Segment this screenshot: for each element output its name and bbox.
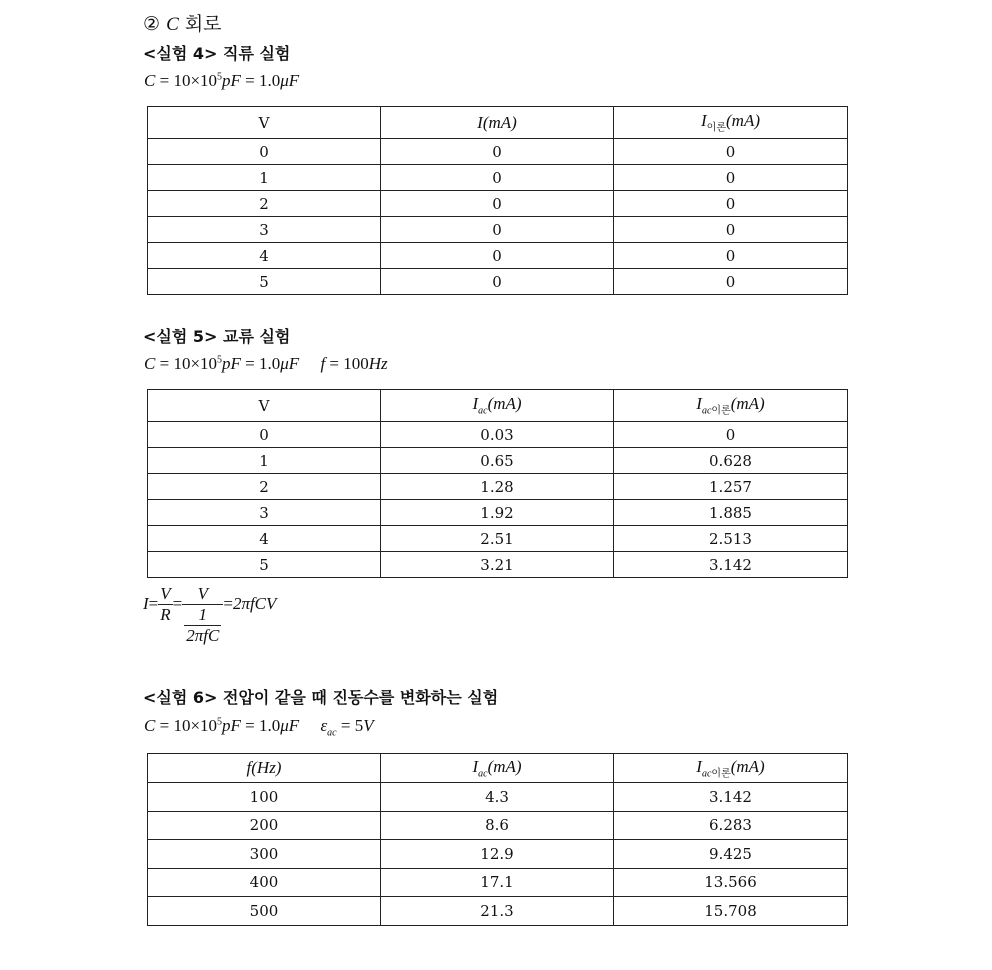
exp5-equation: I = $\frac{V}{R}$ = $\frac{V}{\frac{1}{\text{2πfC}}}$ = 2πfCV (143, 584, 277, 645)
table-cell: 2 (148, 474, 381, 500)
table-row (148, 269, 848, 295)
table-cell: 0 (614, 243, 848, 269)
exp6-table (147, 753, 848, 926)
table-cell: 400 (148, 868, 381, 897)
table-cell: 4 (148, 526, 381, 552)
exp5-title: <실험 5> 교류 실험 (143, 327, 291, 346)
table-cell: 5 (148, 552, 381, 578)
table-cell: 21.3 (381, 897, 614, 926)
col-header-f: f(Hz) (148, 754, 381, 783)
table-cell: 2.513 (614, 526, 848, 552)
table-cell: 15.708 (614, 897, 848, 926)
table-cell: 1.257 (614, 474, 848, 500)
table-cell: 0 (148, 139, 381, 165)
fraction-v-over-reactance: $\frac{V}{\frac{1}{\text{2πfC}}}$ (182, 584, 223, 646)
table-cell: 1.885 (614, 500, 848, 526)
table-cell: 0 (614, 269, 848, 295)
exp4-title: <실험 4> 직류 실험 (143, 44, 291, 63)
table-row (148, 868, 848, 897)
col-header-iac: $I_{ac}(mA)$ (381, 754, 614, 783)
exp4-header-row (148, 107, 848, 139)
table-cell: 0.628 (614, 448, 848, 474)
table-cell: 0 (614, 422, 848, 448)
table-cell: 0 (381, 165, 614, 191)
table-row (148, 422, 848, 448)
table-row (148, 811, 848, 840)
col-header-iac-theory: $I_{ac이론}(mA)$ (614, 390, 848, 422)
table-cell: 4 (148, 243, 381, 269)
table-cell: 17.1 (381, 868, 614, 897)
col-header-i: I(mA) (381, 107, 614, 139)
heading-title: 회로 (184, 13, 222, 35)
heading-variable: C (166, 14, 179, 35)
table-row (148, 139, 848, 165)
table-cell: 3.21 (381, 552, 614, 578)
table-cell: 200 (148, 811, 381, 840)
table-cell: 1 (148, 165, 381, 191)
table-cell: 0 (381, 243, 614, 269)
table-cell: 2 (148, 191, 381, 217)
table-cell: 1.92 (381, 500, 614, 526)
exp5-formula: $C = 10\times 10^5pF = 1.0\mu F$ f = 100Hz (144, 354, 388, 373)
col-header-iac-theory: $I_{ac이론}(mA)$ (614, 754, 848, 783)
table-cell: 0.03 (381, 422, 614, 448)
table-row (148, 243, 848, 269)
table-cell: 0 (614, 217, 848, 243)
table-cell: 0 (381, 269, 614, 295)
table-cell: 3.142 (614, 552, 848, 578)
col-header-iac: $I_{ac}(mA)$ (381, 390, 614, 422)
table-row (148, 840, 848, 869)
exp5-header-row (148, 390, 848, 422)
table-cell: 12.9 (381, 840, 614, 869)
fraction-one-over-2pifc: $\frac{1}{\text{2πfC}}$ (186, 605, 220, 645)
exp4-formula: $C = 10\times 10^5pF = 1.0\mu F$ (144, 71, 300, 90)
col-header-v: V (148, 107, 381, 139)
exp5-table (147, 389, 848, 578)
table-cell: 0 (381, 191, 614, 217)
table-row (148, 783, 848, 812)
table-cell: 0 (614, 165, 848, 191)
table-cell: 100 (148, 783, 381, 812)
table-row (148, 552, 848, 578)
table-cell: 1.28 (381, 474, 614, 500)
table-cell: 0.65 (381, 448, 614, 474)
table-row (148, 191, 848, 217)
section-heading (143, 9, 222, 36)
table-row (148, 526, 848, 552)
exp4-table (147, 106, 848, 295)
table-cell: 300 (148, 840, 381, 869)
table-row (148, 500, 848, 526)
circled-number: ② (143, 13, 161, 35)
table-cell: 1 (148, 448, 381, 474)
table-cell: 9.425 (614, 840, 848, 869)
table-cell: 0 (381, 139, 614, 165)
table-cell: 3 (148, 217, 381, 243)
table-cell: 13.566 (614, 868, 848, 897)
table-cell: 0 (614, 191, 848, 217)
exp6-header-row (148, 754, 848, 783)
col-header-v: V (148, 390, 381, 422)
exp6-formula: $C = 10\times 10^5pF = 1.0\mu F$ $\varepsilon_{ac} = 5V$ (144, 716, 374, 739)
exp6-title: <실험 6> 전압이 같을 때 진동수를 변화하는 실험 (143, 688, 499, 707)
fraction-v-over-r: $\frac{V}{R}$ (160, 584, 171, 624)
table-cell: 2.51 (381, 526, 614, 552)
table-row (148, 897, 848, 926)
col-header-i-theory: $I_{이론}(mA)$ (614, 107, 848, 139)
table-cell: 0 (614, 139, 848, 165)
table-cell: 6.283 (614, 811, 848, 840)
table-cell: 8.6 (381, 811, 614, 840)
table-cell: 5 (148, 269, 381, 295)
table-cell: 3.142 (614, 783, 848, 812)
table-row (148, 217, 848, 243)
table-row (148, 474, 848, 500)
table-cell: 0 (381, 217, 614, 243)
table-cell: 0 (148, 422, 381, 448)
table-cell: 3 (148, 500, 381, 526)
table-cell: 4.3 (381, 783, 614, 812)
table-row (148, 448, 848, 474)
table-row (148, 165, 848, 191)
table-cell: 500 (148, 897, 381, 926)
